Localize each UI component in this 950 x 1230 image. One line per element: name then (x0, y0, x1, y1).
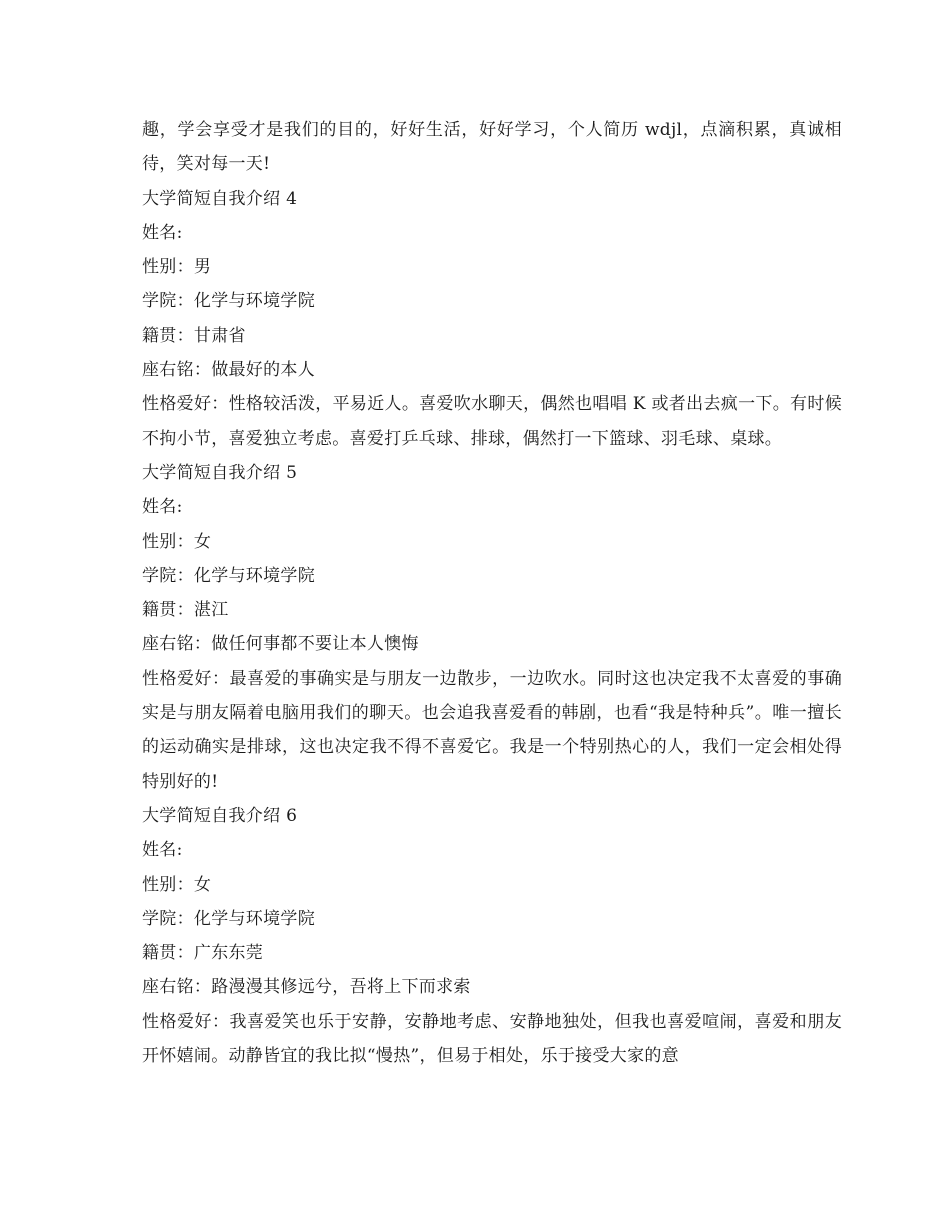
hobbies-paragraph: 性格爱好：性格较活泼，平易近人。喜爱吹水聊天，偶然也唱唱 K 或者出去疯一下。有时候不拘小节，喜爱独立考虑。喜爱打乒乓球、排球，偶然打一下篮球、羽毛球、桌球。 (142, 394, 842, 449)
section-4 (142, 182, 842, 456)
name-field: 姓名: (142, 222, 183, 243)
motto-field: 座右铭：做任何事都不要让本人懊悔 (142, 634, 419, 655)
motto-field: 座右铭：路漫漫其修远兮，吾将上下而求索 (142, 977, 471, 998)
section-heading: 大学简短自我介绍 5 (142, 462, 298, 483)
section-heading: 大学简短自我介绍 6 (142, 805, 298, 826)
college-field: 学院：化学与环境学院 (142, 908, 315, 929)
gender-field: 性别：女 (142, 874, 212, 895)
intro-paragraph-tail: 趣，学会享受才是我们的目的，好好生活，好好学习，个人简历 wdjl，点滴积累，真诚相待，笑对每一天! (142, 120, 842, 175)
college-field: 学院：化学与环境学院 (142, 565, 315, 586)
hometown-field: 籍贯：甘肃省 (142, 325, 246, 346)
motto-field: 座右铭：做最好的本人 (142, 360, 315, 381)
gender-field: 性别：男 (142, 257, 212, 278)
section-6 (142, 799, 842, 1073)
name-field: 姓名: (142, 840, 183, 861)
hometown-field: 籍贯：湛江 (142, 600, 229, 621)
document-body (142, 113, 842, 1073)
name-field: 姓名: (142, 497, 183, 518)
gender-field: 性别：女 (142, 531, 212, 552)
hobbies-paragraph: 性格爱好：最喜爱的事确实是与朋友一边散步，一边吹水。同时这也决定我不太喜爱的事确实是与朋友隔着电脑用我们的聊天。也会追我喜爱看的韩剧，也看“我是特种兵”。唯一擅长的运动确实是排球，这也决定我不得不喜爱它。我是一个特别热心的人，我们一定会相处得特别好的! (142, 668, 842, 792)
hobbies-paragraph: 性格爱好：我喜爱笑也乐于安静，安静地考虑、安静地独处，但我也喜爱喧闹，喜爱和朋友开怀嬉闹。动静皆宜的我比拟“慢热”，但易于相处，乐于接受大家的意 (142, 1011, 842, 1067)
section-heading: 大学简短自我介绍 4 (142, 188, 298, 209)
hometown-field: 籍贯：广东东莞 (142, 943, 264, 964)
college-field: 学院：化学与环境学院 (142, 291, 315, 312)
section-5 (142, 456, 842, 799)
